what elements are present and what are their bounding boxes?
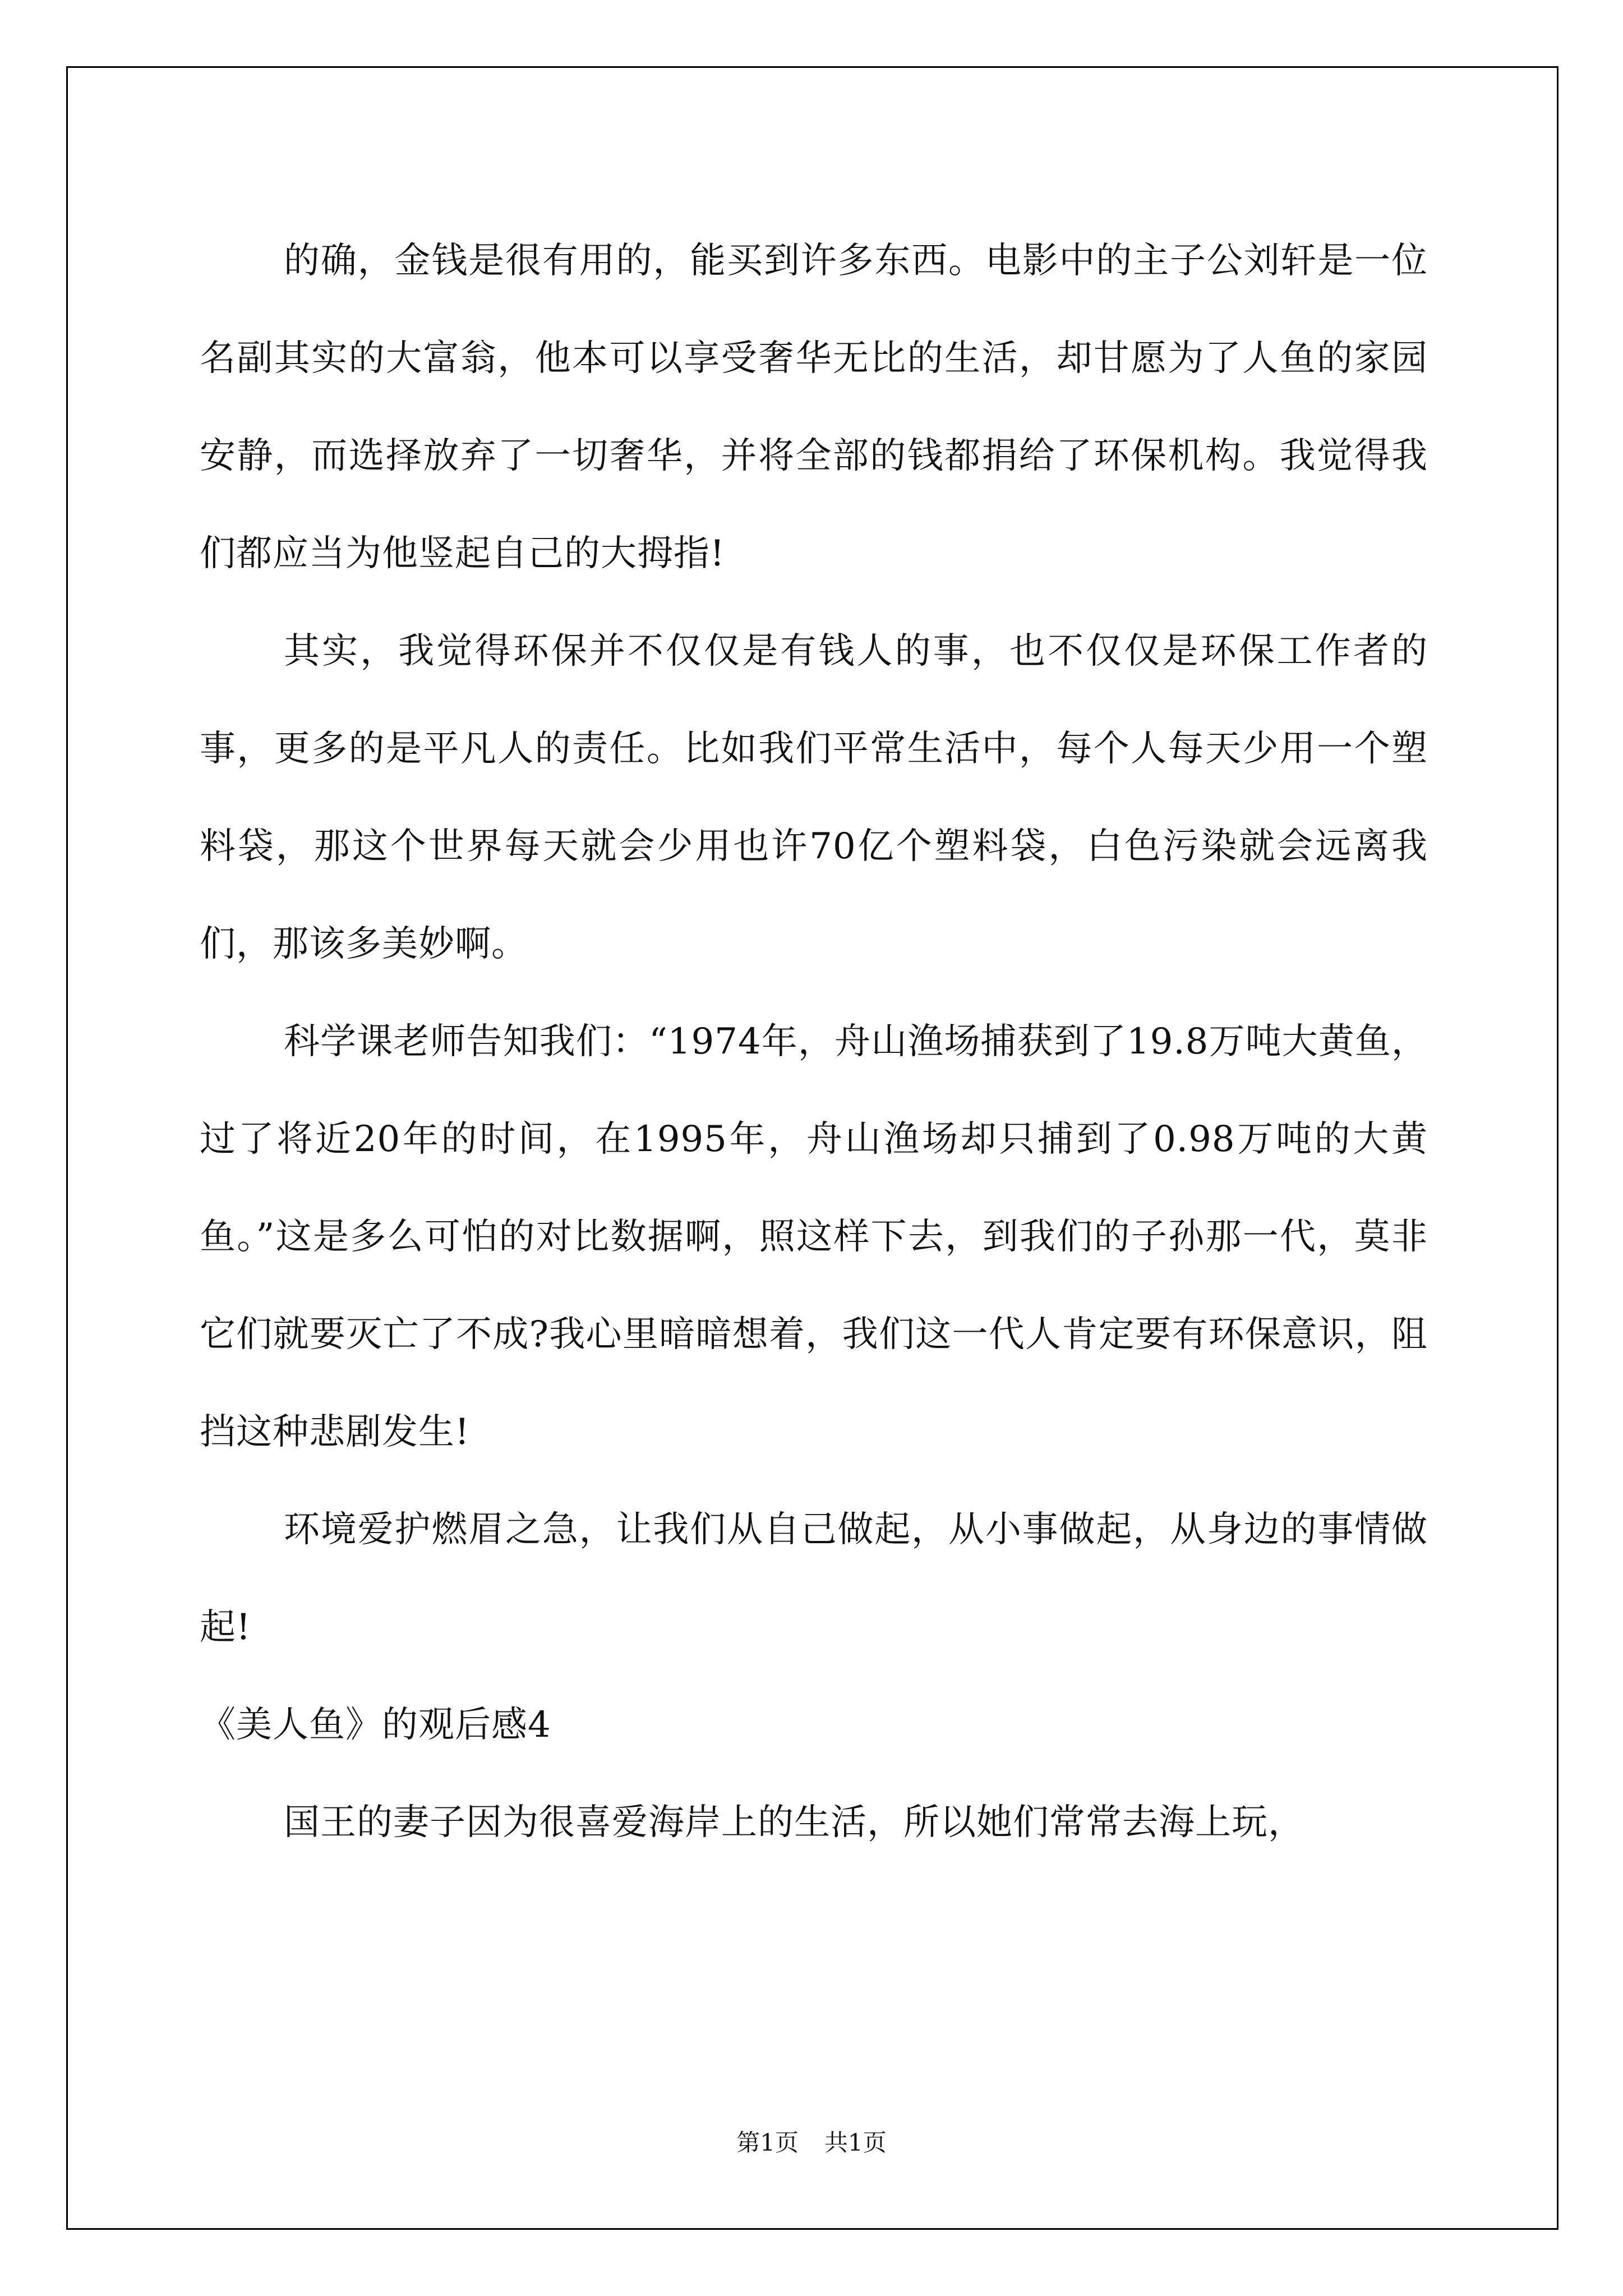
page-number: 第1页 bbox=[736, 2129, 799, 2156]
paragraph-3: 科学课老师告知我们：“1974年，舟山渔场捕获到了19.8万吨大黄鱼，过了将近20年的时间，在1995年，舟山渔场却只捕到了0.98万吨的大黄鱼。”这是多么可怕的对比数据啊，照这样下去，到我们的子孙那一代，莫非它们就要灭亡了不成?我心里暗暗想着，我们这一代人肯定要有环保意识，阻挡这种悲剧发生! bbox=[200, 1021, 1428, 1453]
paragraph-5: 国王的妻子因为很喜爱海岸上的生活，所以她们常常去海上玩， bbox=[284, 1802, 1304, 1843]
document-body bbox=[200, 212, 1428, 1871]
paragraph-4: 环境爱护燃眉之急，让我们从自己做起，从小事做起，从身边的事情做起! bbox=[200, 1509, 1428, 1648]
section-title: 《美人鱼》的观后感4 bbox=[200, 1704, 551, 1746]
paragraph-1: 的确，金钱是很有用的，能买到许多东西。电影中的主子公刘轩是一位名副其实的大富翁，他本可以享受奢华无比的生活，却甘愿为了人鱼的家园安静，而选择放弃了一切奢华，并将全部的钱都捐给了环保机构。我觉得我们都应当为他竖起自己的大拇指! bbox=[200, 240, 1428, 574]
paragraph-2: 其实，我觉得环保并不仅仅是有钱人的事，也不仅仅是环保工作者的事，更多的是平凡人的责任。比如我们平常生活中，每个人每天少用一个塑料袋，那这个世界每天就会少用也许70亿个塑料袋，白色污染就会远离我们，那该多美妙啊。 bbox=[200, 631, 1428, 965]
page-footer bbox=[0, 2126, 1623, 2160]
page-total: 共1页 bbox=[824, 2129, 887, 2156]
